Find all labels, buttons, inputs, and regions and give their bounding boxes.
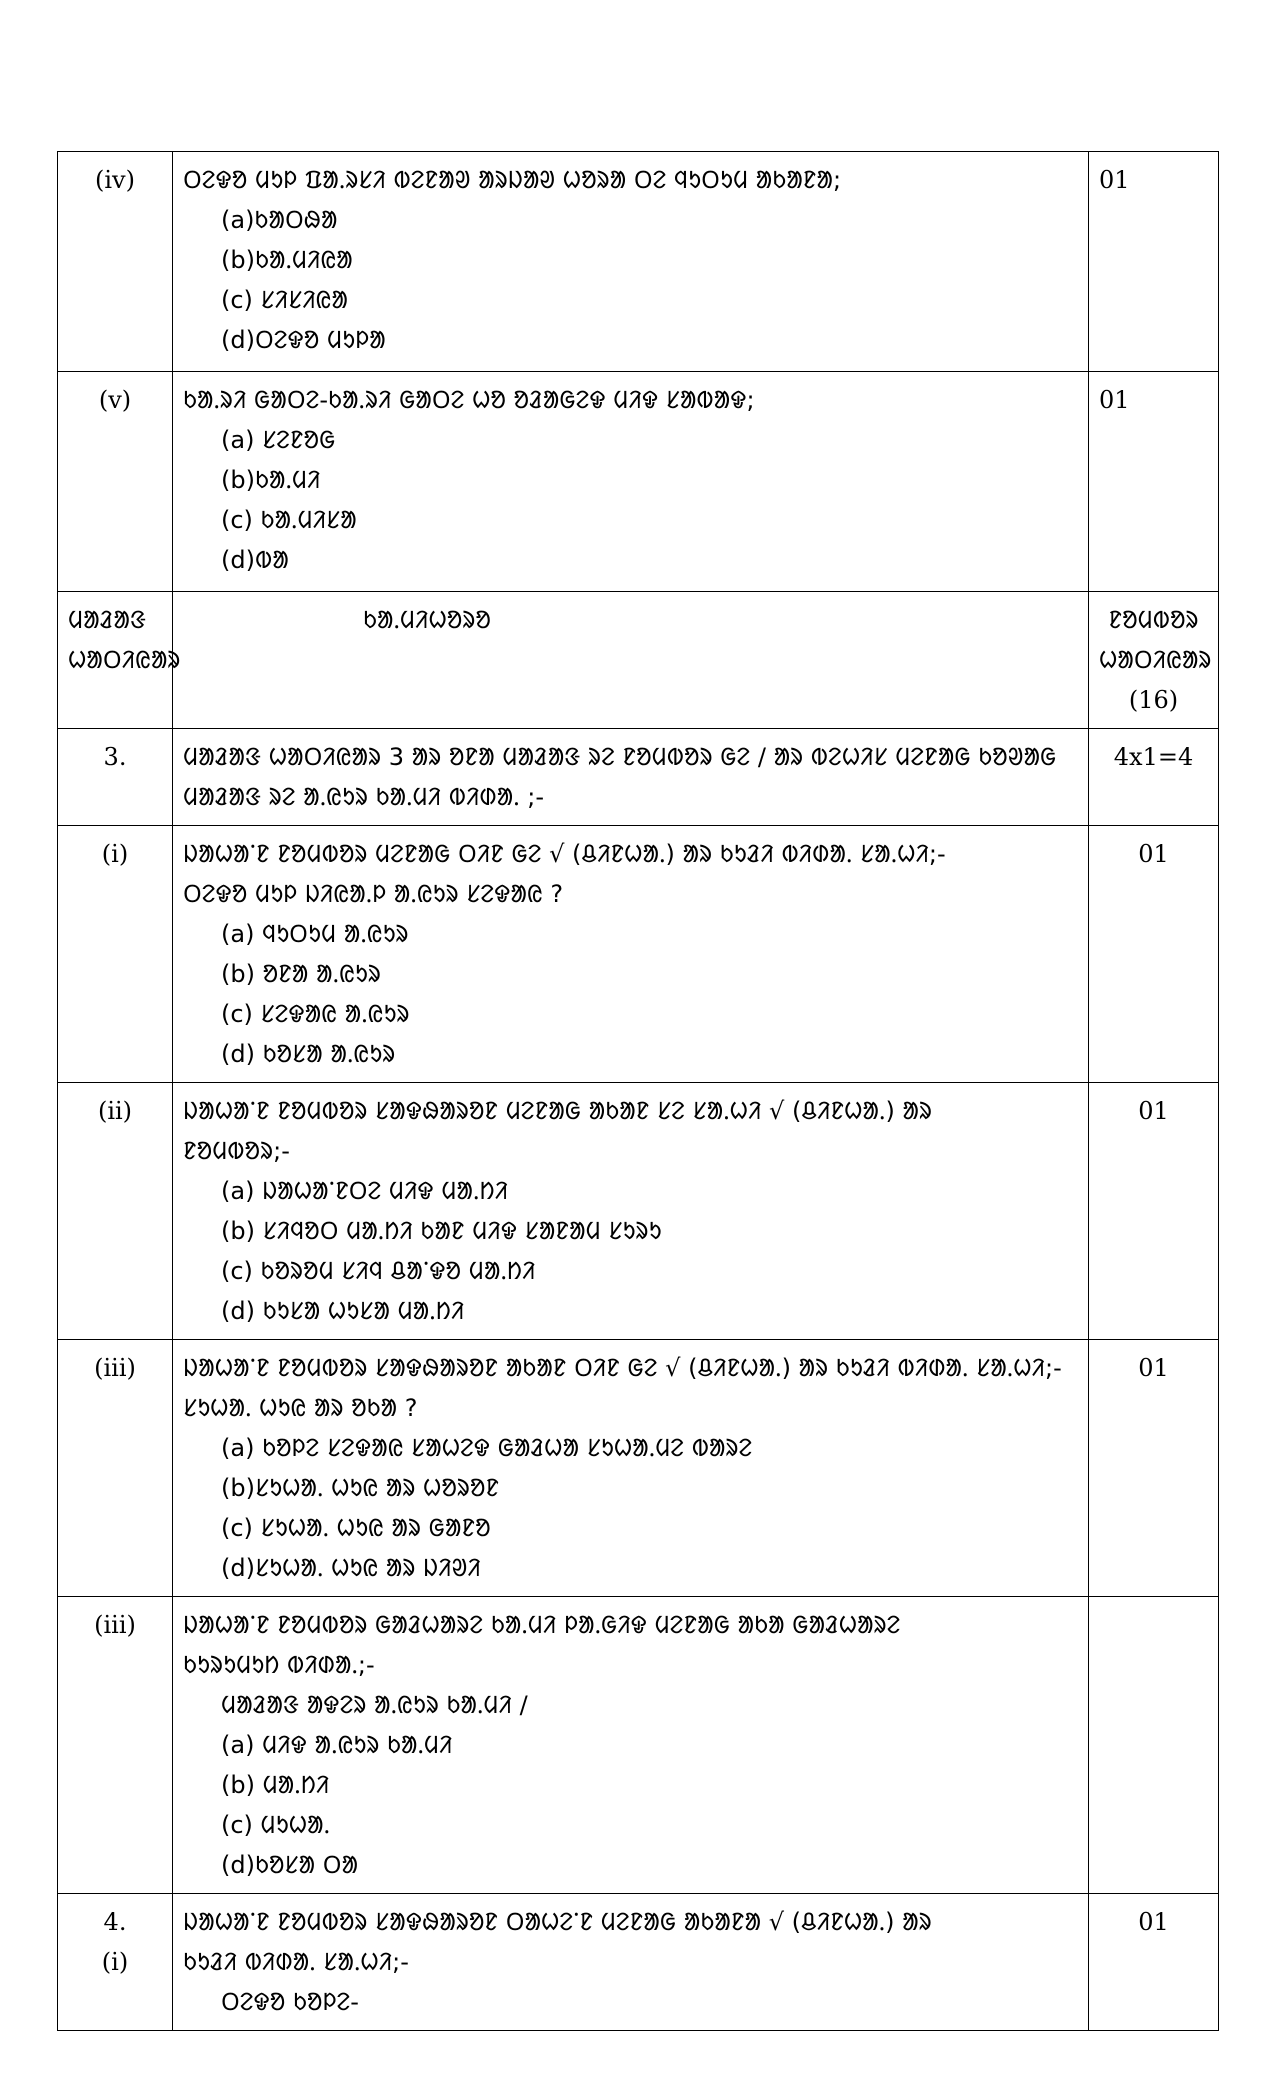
table-row xyxy=(58,1083,1219,1340)
option: (a) ᱢᱤᱫ ᱟᱹᱭᱩᱨ ᱠᱟᱹᱢᱤ xyxy=(221,1731,453,1759)
question-text: ᱡᱟᱦᱟᱸᱱ ᱱᱚᱢᱵᱚᱨ ᱢᱮᱱᱟᱜ ᱛᱤᱱ ᱜᱮ √ (ᱪᱤᱱᱦᱟᱹ) ᱟᱨ ᱠᱩᱲᱤ ᱵᱤᱰᱟᱹ ᱥᱟᱹᱦᱤ;- xyxy=(183,840,946,868)
question-text: ᱱᱚᱢᱵᱚᱨ;- xyxy=(183,1137,290,1165)
question-number: (iii) xyxy=(58,1340,173,1597)
option: (c) ᱥᱩᱦᱟᱹ ᱦᱩᱭ ᱟᱨ ᱜᱟᱱᱚ xyxy=(221,1514,491,1542)
question-subtext: ᱛᱮᱫᱚ ᱠᱚᱞᱮ- xyxy=(221,1988,359,2016)
question-number-sub: (i) xyxy=(101,1948,129,1976)
question-text: ᱠᱩᱲᱤ ᱵᱤᱰᱟᱹ ᱥᱟᱹᱦᱤ;- xyxy=(183,1948,409,1976)
section-marks-total: (16) xyxy=(1128,686,1179,714)
option: (b) ᱢᱟᱹᱴᱤ xyxy=(221,1771,330,1799)
question-cell xyxy=(173,372,1089,592)
option: (a)ᱠᱟᱛᱷᱟ xyxy=(221,206,338,234)
table-row xyxy=(58,372,1219,592)
option: (b)ᱠᱟᱹᱢᱤ xyxy=(221,466,321,494)
table-row xyxy=(58,826,1219,1083)
option: (c) ᱢᱩᱦᱟᱹ xyxy=(221,1811,331,1839)
question-text: ᱢᱟᱲᱟᱝ ᱦᱟᱛᱤᱭᱟᱨ 3 ᱟᱨ ᱚᱱᱟ ᱢᱟᱲᱟᱝ ᱨᱮ ᱱᱚᱢᱵᱚᱨ ᱜᱮ / ᱟᱨ ᱵᱮᱦᱤᱥ ᱢᱮᱱᱟᱜ ᱠᱚᱣᱟᱜ ᱢᱟᱲᱟᱝ ᱨᱮ ᱟᱹᱭᱩᱨ ᱠᱟᱹᱢᱤ ᱵᱤᱰᱟᱹ ;- xyxy=(173,729,1089,826)
marks-cell xyxy=(1089,1597,1219,1894)
marks-cell: 01 xyxy=(1089,372,1219,592)
question-number: (i) xyxy=(58,826,173,1083)
option: (d) ᱠᱩᱥᱟ ᱦᱩᱥᱟ ᱢᱟᱹᱴᱤ xyxy=(221,1297,465,1325)
marks-cell: 01 xyxy=(1089,152,1219,372)
option: (a) ᱡᱟᱦᱟᱸᱱᱛᱮ ᱢᱤᱫ ᱢᱟᱹᱴᱤ xyxy=(221,1177,509,1205)
option: (d)ᱥᱩᱦᱟᱹ ᱦᱩᱭ ᱟᱨ ᱡᱤᱣᱤ xyxy=(221,1554,481,1582)
option: (b) ᱚᱱᱟ ᱟᱹᱭᱩᱨ xyxy=(221,960,381,988)
question-text: ᱡᱟᱦᱟᱸᱱ ᱱᱚᱢᱵᱚᱨ ᱥᱟᱫᱷᱟᱨᱚᱱ ᱟᱠᱟᱱ ᱛᱤᱱ ᱜᱮ √ (ᱪᱤᱱᱦᱟᱹ) ᱟᱨ ᱠᱩᱲᱤ ᱵᱤᱰᱟᱹ ᱥᱟᱹᱦᱤ;- xyxy=(183,1354,1062,1382)
question-text: ᱡᱟᱦᱟᱸᱱ ᱱᱚᱢᱵᱚᱨ ᱥᱟᱫᱷᱟᱨᱚᱱ ᱛᱟᱦᱮᱸᱱ ᱢᱮᱱᱟᱜ ᱟᱠᱟᱱᱟ √ (ᱪᱤᱱᱦᱟᱹ) ᱟᱨ xyxy=(183,1908,932,1936)
marks-cell: 4x1=4 xyxy=(1089,729,1219,826)
section-title-cell xyxy=(173,592,1089,729)
question-number: (ii) xyxy=(58,1083,173,1340)
option: (d)ᱛᱮᱫᱚ ᱢᱩᱞᱟ xyxy=(221,326,386,354)
question-text: ᱠᱟᱹᱨᱤ ᱜᱟᱛᱮ-ᱠᱟᱹᱨᱤ ᱜᱟᱛᱮ ᱦᱚ ᱚᱲᱟᱜᱮᱫ ᱢᱤᱫ ᱥᱟᱵᱟᱫ; xyxy=(183,386,755,414)
table-row xyxy=(58,1894,1219,2031)
question-number: (v) xyxy=(58,372,173,592)
question-cell xyxy=(173,1597,1089,1894)
section-title: ᱠᱟᱹᱢᱤᱦᱚᱨᱚ xyxy=(363,606,491,634)
question-number-main: 4. xyxy=(103,1908,127,1936)
question-text: ᱥᱩᱦᱟᱹ ᱦᱩᱭ ᱟᱨ ᱚᱠᱟ ? xyxy=(183,1394,418,1422)
question-table xyxy=(57,151,1219,2031)
question-number xyxy=(58,1894,173,2031)
option: (d)ᱠᱚᱥᱟ ᱛᱟ xyxy=(221,1851,359,1879)
section-label-line: ᱦᱟᱛᱤᱭᱟᱨ xyxy=(68,646,181,674)
question-number: (iii) xyxy=(58,1597,173,1894)
table-row xyxy=(58,1340,1219,1597)
question-cell xyxy=(173,1083,1089,1340)
table-row xyxy=(58,152,1219,372)
option: (b)ᱥᱩᱦᱟᱹ ᱦᱩᱭ ᱟᱨ ᱦᱚᱨᱚᱱ xyxy=(221,1474,500,1502)
section-marks-line: ᱱᱚᱢᱵᱚᱨ xyxy=(1108,606,1199,634)
question-text: ᱛᱮᱫᱚ ᱢᱩᱞ ᱡᱤᱭᱟᱹᱞ ᱟᱹᱭᱩᱨ ᱥᱮᱫᱟᱭ ? xyxy=(183,880,564,908)
question-cell xyxy=(173,1340,1089,1597)
question-number: 3. xyxy=(58,729,173,826)
question-cell xyxy=(173,1894,1089,2031)
question-number: (iv) xyxy=(58,152,173,372)
question-cell xyxy=(173,826,1089,1083)
section-marks xyxy=(1089,592,1219,729)
question-text: ᱛᱮᱫᱚ ᱢᱩᱞ ᱯᱟᱹᱨᱥᱤ ᱵᱮᱱᱟᱣ ᱟᱨᱡᱟᱣ ᱦᱚᱨᱟ ᱛᱮ ᱧᱩᱛᱩᱢ ᱟᱠᱟᱱᱟ; xyxy=(183,166,842,194)
question-subtext: ᱢᱟᱲᱟᱝ ᱟᱫᱮᱨ ᱟᱹᱭᱩᱨ ᱠᱟᱹᱢᱤ / xyxy=(221,1691,528,1719)
table-row xyxy=(58,729,1219,826)
option: (a) ᱧᱩᱛᱩᱢ ᱟᱹᱭᱩᱨ xyxy=(221,920,409,948)
option: (d)ᱵᱟ xyxy=(221,546,289,574)
marks-cell: 01 xyxy=(1089,1083,1219,1340)
option: (c) ᱥᱮᱫᱟᱭ ᱟᱹᱭᱩᱨ xyxy=(221,1000,410,1028)
section-label-line: ᱢᱟᱲᱟᱝ xyxy=(68,606,147,634)
option: (a) ᱠᱚᱞᱮ ᱥᱮᱫᱟᱭ ᱥᱟᱦᱮᱫ ᱜᱟᱲᱦᱟ ᱥᱩᱦᱟᱹᱢᱮ ᱵᱟᱨᱮ xyxy=(221,1434,753,1462)
marks-cell: 01 xyxy=(1089,826,1219,1083)
option: (a) ᱥᱮᱱᱚᱜ xyxy=(221,426,336,454)
option: (d) ᱠᱚᱥᱟ ᱟᱹᱭᱩᱨ xyxy=(221,1040,396,1068)
section-label xyxy=(58,592,181,729)
option: (b)ᱠᱟᱹᱢᱤᱭᱟ xyxy=(221,246,353,274)
question-text: ᱡᱟᱦᱟᱸᱱ ᱱᱚᱢᱵᱚᱨ ᱜᱟᱲᱦᱟᱨᱮ ᱠᱟᱹᱢᱤ ᱞᱟᱹᱜᱤᱫ ᱢᱮᱱᱟᱜ ᱟᱠᱟ ᱜᱟᱲᱦᱟᱨᱮ xyxy=(183,1611,901,1639)
question-text: ᱠᱩᱨᱩᱢᱩᱴ ᱵᱤᱰᱟᱹ;- xyxy=(183,1651,375,1679)
option: (c) ᱥᱤᱥᱤᱭᱟ xyxy=(221,286,348,314)
option: (c) ᱠᱚᱨᱚᱢ ᱥᱤᱧ ᱪᱟᱸᱫᱚ ᱢᱟᱹᱴᱤ xyxy=(221,1257,536,1285)
option: (c) ᱠᱟᱹᱢᱤᱥᱟ xyxy=(221,506,357,534)
table-row xyxy=(58,1597,1219,1894)
marks-cell: 01 xyxy=(1089,1894,1219,2031)
question-text: ᱡᱟᱦᱟᱸᱱ ᱱᱚᱢᱵᱚᱨ ᱥᱟᱫᱷᱟᱨᱚᱱ ᱢᱮᱱᱟᱜ ᱟᱠᱟᱱ ᱥᱮ ᱥᱟᱹᱦᱤ √ (ᱪᱤᱱᱦᱟᱹ) ᱟᱨ xyxy=(183,1097,933,1125)
section-marks-line: ᱦᱟᱛᱤᱭᱟᱨ xyxy=(1099,646,1212,674)
question-cell xyxy=(173,152,1089,372)
marks-cell: 01 xyxy=(1089,1340,1219,1597)
section-header-row xyxy=(58,592,1219,729)
option: (b) ᱥᱤᱧᱚᱛ ᱢᱟᱹᱴᱤ ᱠᱟᱱ ᱢᱤᱫ ᱥᱟᱱᱟᱢ ᱥᱩᱨᱩ xyxy=(221,1217,662,1245)
